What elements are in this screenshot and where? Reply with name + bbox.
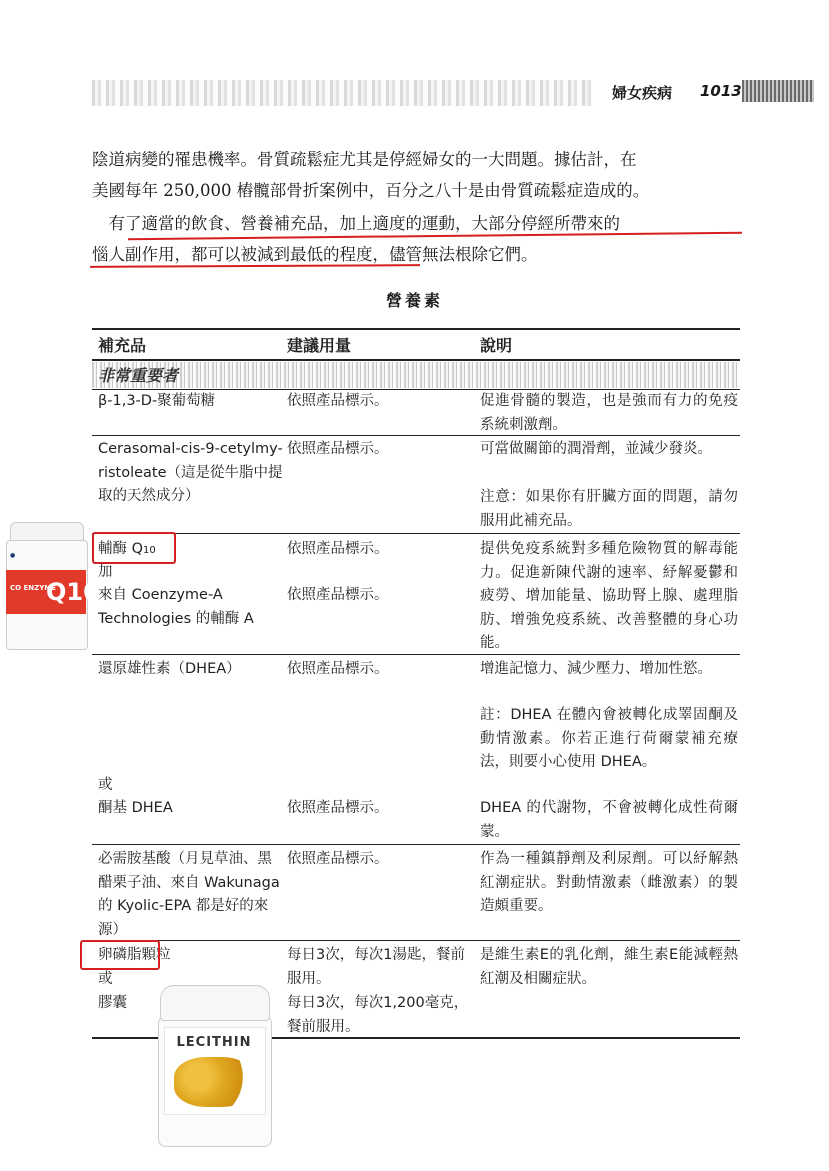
- row6-supplement: 卵磷脂顆粒: [98, 947, 171, 963]
- row2-caution: 注意：如果你有肝臟方面的問題，請勿服用此補充品。: [480, 489, 738, 529]
- table-top-rule: [92, 328, 740, 330]
- intro-line-3: 有了適當的飲食、營養補充品，加上適度的運動，大部分停經所帶來的: [92, 214, 620, 233]
- row3-dosage: 依照產品標示。: [287, 541, 389, 557]
- row6-conjunction: 或: [98, 971, 113, 987]
- jar-brand-logo: ●: [10, 552, 16, 559]
- row6-dosage-alt: 每日3次，每次1,200毫克，餐前服用。: [287, 995, 469, 1035]
- coq10-jar-image: [6, 522, 100, 650]
- intro-line-2: 美國每年 250,000 樁髖部骨折案例中，百分之八十是由骨質疏鬆症造成的。: [92, 181, 650, 200]
- row3-dosage-alt: 依照產品標示。: [287, 587, 389, 603]
- jar-label-text: LECITHIN: [176, 1035, 252, 1050]
- row6-dosage: 每日3次，每次1湯匙，餐前服用。: [287, 947, 465, 987]
- row1-dosage: 依照產品標示。: [287, 393, 389, 409]
- row5-supplement: 必需胺基酸（月見草油、黑醋栗子油、來自 Wakunaga 的 Kyolic-EPA 都是好的來源）: [98, 851, 280, 938]
- row3-supplement-alt: 來自 Coenzyme-A Technologies 的輔酶 A: [98, 587, 254, 627]
- row4-warning: 註：DHEA 在體內會被轉化成睪固酮及動情激素。你若正進行荷爾蒙補充療法，則要小心使用 DHEA。: [480, 707, 738, 770]
- row4-notes: 增進記憶力、減少壓力、增加性慾。: [480, 661, 712, 677]
- row2-dosage: 依照產品標示。: [287, 441, 389, 457]
- row4-dosage: 依照產品標示。: [287, 661, 389, 677]
- red-highlight-box-lecithin: [80, 940, 160, 970]
- row3-conjunction: 加: [98, 564, 113, 580]
- row3-supplement-subscript: 10: [143, 545, 156, 556]
- jar-lid: [160, 985, 270, 1021]
- row-divider: [92, 435, 740, 436]
- lecithin-jar-image: [158, 985, 270, 1145]
- header-barcode-bar: [742, 80, 814, 102]
- row1-supplement: β-1,3-D-聚葡萄糖: [98, 393, 216, 409]
- row-divider: [92, 940, 740, 941]
- col-header-dosage: 建議用量: [287, 336, 352, 355]
- red-highlight-box-q10: [92, 532, 176, 564]
- section-label: 非常重要者: [98, 366, 179, 385]
- col-header-supplement: 補充品: [98, 336, 147, 355]
- blurred-header-text: [92, 80, 592, 106]
- jar-label-text: CO ENZYME: [10, 584, 57, 592]
- page-number: 1013: [700, 82, 742, 100]
- intro-line-1: 陰道病變的罹患機率。骨質疏鬆症尤其是停經婦女的一大問題。據估計，在: [92, 150, 637, 169]
- row6-notes: 是維生素E的乳化劑，維生素E能減輕熱紅潮及相關症狀。: [480, 947, 738, 987]
- row6-supplement-alt: 膠囊: [98, 995, 127, 1011]
- row4-supplement-alt: 酮基 DHEA: [98, 800, 173, 816]
- jar-q10-text: Q10: [46, 578, 100, 606]
- row3-supplement-main: 輔酶 Q: [98, 541, 144, 557]
- intro-line-4: 惱人副作用，都可以被減到最低的程度，儘管無法根除它們。: [92, 245, 538, 264]
- row2-supplement: Cerasomal-cis-9-cetylmy-ristoleate（這是從牛脂中提取的天然成分）: [98, 441, 283, 504]
- row1-notes: 促進骨髓的製造，也是強而有力的免疫系統刺激劑。: [480, 393, 738, 433]
- row2-notes: 可當做關節的潤滑劑，並減少發炎。: [480, 441, 712, 457]
- header-rule: [92, 359, 740, 361]
- running-header-section: 婦女疾病: [612, 84, 673, 102]
- row4-metabolite-note: DHEA 的代謝物，不會被轉化成性荷爾蒙。: [480, 800, 738, 840]
- row-divider: [92, 533, 740, 534]
- col-header-notes: 說明: [480, 336, 513, 355]
- row-divider: [92, 654, 740, 655]
- lecithin-granules: [174, 1057, 254, 1107]
- row4-supplement: 還原雄性素（DHEA）: [98, 661, 241, 677]
- row4-dosage-alt: 依照產品標示。: [287, 800, 389, 816]
- section-band: [92, 362, 740, 388]
- row5-notes: 作為一種鎮靜劑及利尿劑。可以紓解熱紅潮症狀。對動情激素（雌激素）的製造頗重要。: [480, 851, 738, 914]
- row3-notes: 提供免疫系統對多種危險物質的解毒能力。促進新陳代謝的速率、紓解憂鬱和疲勞、增加能量、協助腎上腺、處理脂肪、增強免疫系統、改善整體的身心功能。: [480, 541, 738, 651]
- row5-dosage: 依照產品標示。: [287, 851, 389, 867]
- table-title: 營養素: [385, 291, 443, 310]
- row4-conjunction: 或: [98, 777, 113, 793]
- row-divider: [92, 844, 740, 845]
